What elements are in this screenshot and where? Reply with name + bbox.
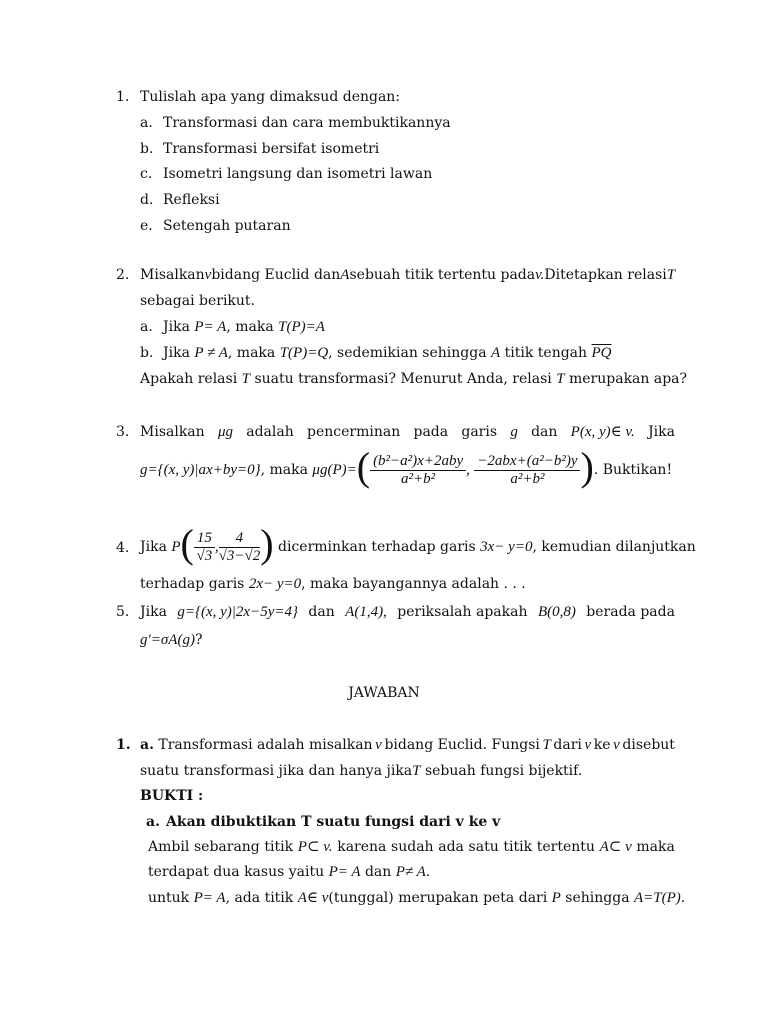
a1-p3-d: sehingga [565,890,630,906]
a1-w1: v [375,737,382,753]
q1-item-text: Transformasi dan cara membuktikannya [163,115,451,131]
q3-fraction-2-num: −2abx+(a²−b²)y [474,453,580,471]
a1-number: 1. [116,737,131,753]
q3-w7: dan [531,424,558,440]
q1-item [140,191,220,209]
a1-p1-w4: karena [337,839,387,855]
q3-w6: g [510,424,518,440]
q2-item-b-post2: titik tengah [504,345,588,361]
a1-p3-c: (tunggal) merupakan peta dari [328,890,548,906]
q5-w2: dan [308,604,335,620]
q1-text: Tulislah apa yang dimaksud dengan: [140,89,401,105]
q2-w7: T [666,267,676,283]
a1-line1 [140,736,675,754]
q4-jika: Jika [140,539,167,555]
q5-w3: A(1,4), [345,604,387,620]
q2-w2: bidang Euclid dan [211,267,341,283]
a1-p2-b: dan [364,864,392,880]
q3-maka: , maka [260,462,308,478]
q3-right-paren: ) [580,444,594,489]
q2-item-a-math1: P= A [194,319,227,335]
q3-w1: μg [217,424,233,440]
a1-p1-w11: maka [636,839,675,855]
q2-w6: Ditetapkan relasi [544,267,667,283]
q2-w3: A [340,267,350,283]
a1-p3-a: untuk [148,890,190,906]
a1-p1-w9: tertentu [536,839,595,855]
q2-w1: v [204,267,212,283]
a1-w7: v [613,737,620,753]
q4-post: , kemudian dilanjutkan [532,539,696,555]
q4-right-paren: ) [260,521,274,566]
a1-sub-key: a. [146,814,160,830]
q4-line2 [140,575,526,593]
q5-line2-tail: ? [194,632,203,648]
q2-question-math2: T [556,371,565,387]
q4-equation-1: 3x− y=0 [480,539,533,555]
q4-fraction-2 [219,530,261,565]
q3-left-paren: ( [356,444,371,489]
q4-left-paren: ( [180,521,194,566]
a1-w3: T [542,737,551,753]
q1-item-text: Refleksi [163,192,220,209]
q4-equation-2: 2x− y=0 [248,576,302,592]
q2-item-b-mid: , maka [227,345,276,361]
q5-w1: g={(x, y)|2x−5y=4} [177,604,298,620]
q2-item-a-mid: , maka [226,319,274,335]
a1-para-line3 [148,889,685,907]
q2-item-b-math4: $\overline{PQ}$ [591,345,612,361]
q3-w5: garis [461,424,498,440]
q2-question-c: merupakan apa? [568,371,688,387]
q1-item-key: e. [140,217,153,234]
a1-para-line1 [148,838,675,856]
a1-p1-w5: sudah [391,839,434,855]
a1-w0: Transformasi adalah misalkan [158,737,373,753]
q4-line2-b: , maka bayangannya adalah . . . [301,576,526,592]
q2-item-b-key: b. [140,345,154,361]
q2-question-math1: T [241,371,250,387]
q1-item [140,114,451,132]
a1-p2-a: terdapat dua kasus yaitu [148,864,325,880]
a1-p3-math1: P= A [193,890,226,906]
a1-w2: bidang Euclid. Fungsi [384,737,540,753]
a1-p1-w1: sebarang [193,839,260,855]
q2-w0: Misalkan [140,267,205,283]
q5-line1 [140,603,675,621]
q3-number: 3. [116,424,130,440]
q3-w8: P(x, y)∈ v. [570,424,635,440]
q5-w4: periksalah apakah [397,604,528,620]
a1-p2-c: . [425,864,431,880]
q4-fraction-2-num: 4 [219,530,261,548]
q5-line2-math: g′=σA(g) [140,632,195,648]
q4-line1: Jika P( $\frac{15}{√3}$ , $\frac{4}{√3-√2}$ ) dicerminkan terhadap garis 3x− y=0, kemudian dilanjutkan [140,521,696,566]
q1-line [116,88,401,106]
q3-fraction-1-den: a²+b² [401,470,436,487]
q5-w0: Jika [140,604,167,620]
a1-p3-math3: P [551,890,561,906]
a1-p3-math2: A∈ v [297,890,329,906]
a1-p1-w0: Ambil [148,839,190,855]
jawaban-heading: JAWABAN [348,685,420,701]
q1-item-text: Isometri langsung dan isometri lawan [163,166,433,183]
a1-p2-math2: P≠ A [395,864,426,880]
a1-p3-b: , ada titik [225,890,294,906]
q2-item-a-math2: T(P)=A [278,319,325,335]
q1-item [140,165,433,183]
q4-fraction-1-den: √3 [196,547,213,564]
q5-number: 5. [116,604,130,620]
a1-w5: v [584,737,592,753]
a1-line2-math: T [412,763,421,779]
q4-fraction-1-num: 15 [194,530,215,548]
q3-w2: adalah [246,424,294,440]
q5-line2 [140,631,202,649]
q2-item-a-key: a. [140,319,153,335]
a1-p3-e: . [680,890,686,906]
a1-p2-math1: P= A [328,864,361,880]
q2-line2: sebagai berikut. [140,293,256,309]
a1-bukti-label: BUKTI : [140,788,204,804]
q2-item-b-post: , sedemikian sehingga [328,345,487,361]
a1-w6: ke [593,737,611,753]
q2-number: 2. [116,267,130,283]
a1-line2-a: suatu transformasi jika dan hanya jika [140,763,413,779]
a1-para-line2 [148,863,430,881]
q1-item-key: d. [140,192,154,209]
a1-sub-text: Akan dibuktikan T suatu fungsi dari v ke v [166,814,501,830]
q2-item-b-math3: A [491,345,501,361]
a1-line2-b: sebuah fungsi bijektif. [424,763,583,779]
q1-item-key: c. [140,166,153,183]
q5-w6: berada pada [586,604,675,620]
q2-item-b-pre: Jika [163,345,190,361]
a1-w8: disebut [622,737,675,753]
q4-mid: dicerminkan terhadap garis [278,539,476,555]
a1-line2 [140,762,582,780]
a1-p1-w2: titik [264,839,294,855]
q3-w0: Misalkan [140,424,205,440]
q1-number: 1. [116,89,130,105]
q5-w5: B(0,8) [537,604,576,620]
q3-mu-of-p: μg(P)= [312,462,357,478]
a1-w4: dari [553,737,582,753]
q1-item-key: a. [140,115,153,131]
q2-w5: v. [535,267,545,283]
q1-item [140,140,380,158]
q2-item-b-math2: T(P)=Q [279,345,329,361]
q4-fraction-1 [194,530,215,565]
q3-fraction-2-den: a²+b² [510,470,545,487]
q2-item-b-math1: P ≠ A [194,345,228,361]
q3-fraction-2 [474,453,580,488]
a1-sub-heading [146,813,501,831]
a1-p1-w10: A⊂ v [599,839,632,855]
q3-tail: . Buktikan! [593,462,673,478]
q3-fraction-1-num: (b²−a²)x+2aby [370,453,466,471]
a1-p3-math4: A=T(P) [634,890,681,906]
q3-w9: Jika [648,424,675,440]
q3-fraction-1 [370,453,466,488]
q2-item-b [140,344,612,362]
q3-w4: pada [413,424,449,440]
q2-w4: sebuah titik tertentu pada [349,267,536,283]
q3-g-definition: g={(x, y)|ax+by=0} [140,462,261,478]
q2-question-b: suatu transformasi? Menurut Anda, relasi [254,371,552,387]
q2-item-a [140,318,325,336]
q2-question-a: Apakah relasi [140,371,238,387]
a1-key: a. [140,737,154,753]
q3-line1 [140,423,675,441]
a1-p1-w7: satu [468,839,499,855]
q1-item-text: Transformasi bersifat isometri [163,140,380,157]
q1-item-key: b. [140,140,154,157]
q3-w3: pencerminan [307,424,401,440]
q2-question [140,370,687,388]
a1-p1-w6: ada [438,839,464,855]
q3-line2: g={(x, y)|ax+by=0}, maka μg(P)=( $\frac{\text{(b²−a²)x+2aby}}{\text{a²+b²}}$ , $\frac{\text{−2abx+(a²−b²)y}}{\text{a²+b²}}$ ). Buktikan! [140,444,673,489]
q4-line2-a: terhadap garis [140,576,245,592]
q2-line1 [140,266,675,284]
q1-item-text: Setengah putaran [163,217,291,234]
q1-item [140,217,291,235]
q4-point-p: P [171,539,181,555]
a1-p1-w3: P⊂ v. [297,839,333,855]
q4-number: 4. [116,540,130,556]
a1-p1-w8: titik [503,839,533,855]
q4-fraction-2-den: √3−√2 [218,547,261,564]
q2-item-a-pre: Jika [163,319,190,335]
